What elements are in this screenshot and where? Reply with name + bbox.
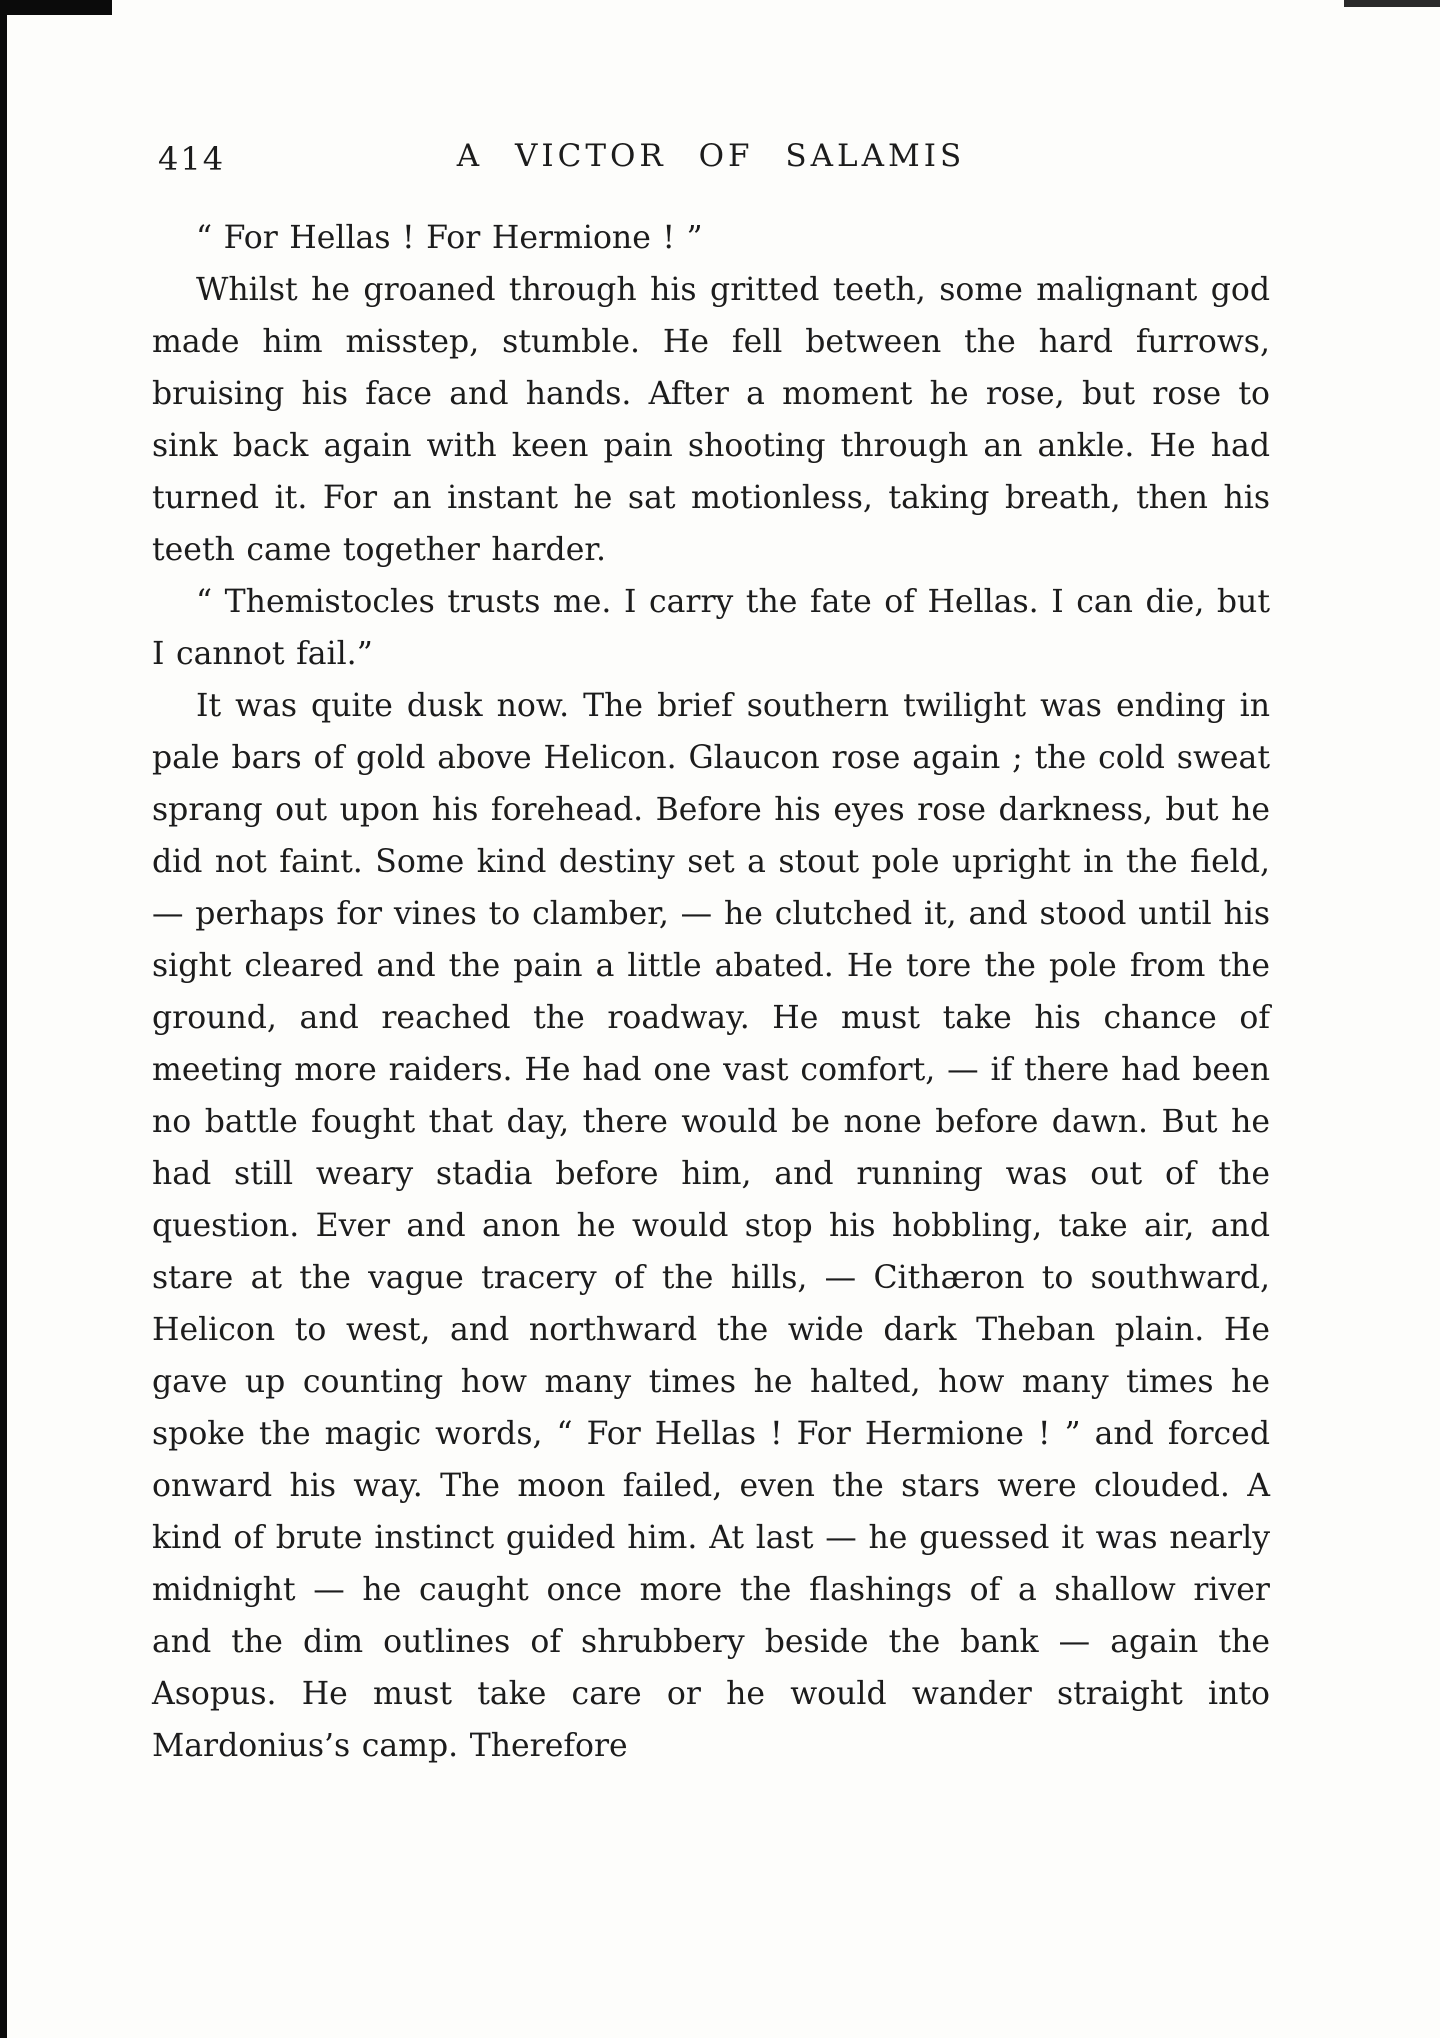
paragraph-narrative-1: Whilst he groaned through his gritted teeth, some malignant god made him misstep, stumble. He fell between the hard furrows, bruising his face and hands. After a moment he rose, but rose to sink back again with keen pain shooting through an ankle. He had turned it. For an instant he sat motionless, taking breath, then his teeth came together harder. <box>152 272 1270 568</box>
paragraph-dialogue-2: “ Themistocles trusts me. I carry the fate of Hellas. I can die, but I cannot fail.” <box>152 584 1270 672</box>
scan-edge-artifact-top-right <box>1344 0 1440 7</box>
running-title: A VICTOR OF SALAMIS <box>456 138 966 174</box>
page-body <box>152 212 1270 1772</box>
paragraph-narrative-2: It was quite dusk now. The brief southern twilight was ending in pale bars of gold above Helicon. Glaucon rose again ; the cold sweat sprang out upon his forehead. Before his eyes rose darkness, but he did not faint. Some kind destiny set a stout pole upright in the field, — perhaps for vines to clamber, — he clutched it, and stood until his sight cleared and the pain a little abated. He tore the pole from the ground, and reached the roadway. He must take his chance of meeting more raiders. He had one vast comfort, — if there had been no battle fought that day, there would be none before dawn. But he had still weary stadia before him, and running was out of the question. Ever and anon he would stop his hobbling, take air, and stare at the vague tracery of the hills, — Cithæron to southward, Helicon to west, and northward the wide dark Theban plain. He gave up counting how many times he halted, how many times he spoke the magic words, “ For Hellas ! For Hermione ! ” and forced onward his way. The moon failed, even the stars were clouded. A kind of brute instinct guided him. At last — he guessed it was nearly midnight — he caught once more the flashings of a shallow river and the dim outlines of shrubbery beside the bank — again the Asopus. He must take care or he would wander straight into Mardonius’s camp. Therefore <box>152 688 1270 1764</box>
running-header <box>152 138 1270 180</box>
scan-edge-artifact-top-left <box>0 0 112 15</box>
page-number: 414 <box>158 140 226 178</box>
paragraph-dialogue-1: “ For Hellas ! For Hermione ! ” <box>196 220 703 256</box>
scan-edge-artifact-left <box>0 0 7 2038</box>
